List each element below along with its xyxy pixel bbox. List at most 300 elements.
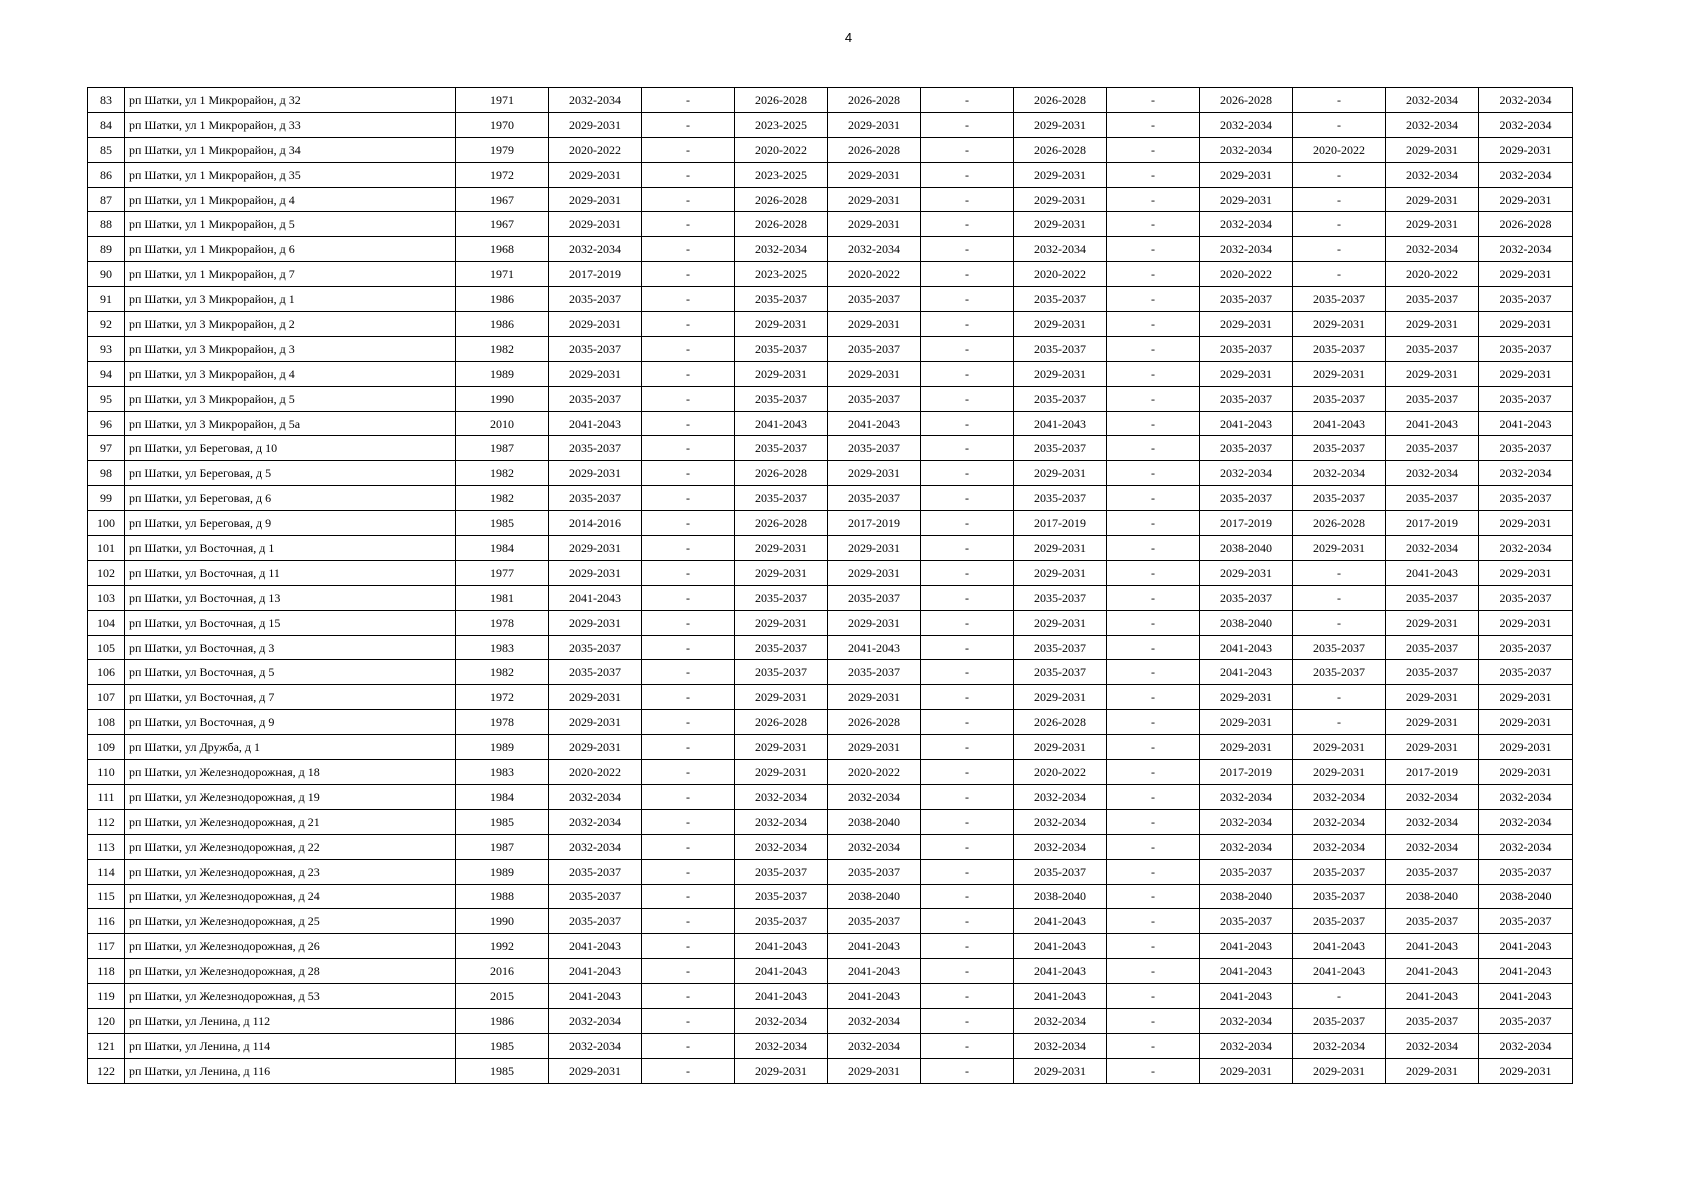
- cell-period-5: -: [921, 784, 1014, 809]
- cell-period-2: -: [642, 610, 735, 635]
- cell-period-10: 2035-2037: [1386, 585, 1479, 610]
- cell-build-year: 1985: [456, 511, 549, 536]
- cell-period-10: 2032-2034: [1386, 536, 1479, 561]
- cell-period-2: -: [642, 162, 735, 187]
- cell-period-1: 2029-2031: [549, 560, 642, 585]
- cell-period-4: 2035-2037: [828, 585, 921, 610]
- cell-period-6: 2029-2031: [1014, 1058, 1107, 1083]
- cell-period-2: -: [642, 909, 735, 934]
- cell-period-6: 2029-2031: [1014, 112, 1107, 137]
- cell-address: рп Шатки, ул Ленина, д 114: [125, 1033, 456, 1058]
- cell-period-2: -: [642, 884, 735, 909]
- cell-period-4: 2035-2037: [828, 660, 921, 685]
- table-row: [88, 386, 1573, 411]
- cell-period-4: 2032-2034: [828, 1033, 921, 1058]
- cell-period-2: -: [642, 237, 735, 262]
- table-row: [88, 685, 1573, 710]
- cell-build-year: 1967: [456, 187, 549, 212]
- cell-address: рп Шатки, ул 1 Микрорайон, д 5: [125, 212, 456, 237]
- cell-period-5: -: [921, 1058, 1014, 1083]
- cell-period-8: 2032-2034: [1200, 212, 1293, 237]
- cell-period-4: 2035-2037: [828, 486, 921, 511]
- cell-period-11: 2029-2031: [1479, 511, 1573, 536]
- cell-period-9: 2032-2034: [1293, 784, 1386, 809]
- cell-period-7: -: [1107, 685, 1200, 710]
- cell-period-7: -: [1107, 859, 1200, 884]
- cell-period-10: 2035-2037: [1386, 486, 1479, 511]
- cell-period-5: -: [921, 984, 1014, 1009]
- cell-period-7: -: [1107, 88, 1200, 113]
- cell-period-4: 2029-2031: [828, 1058, 921, 1083]
- cell-period-9: 2035-2037: [1293, 486, 1386, 511]
- cell-address: рп Шатки, ул Береговая, д 10: [125, 436, 456, 461]
- cell-period-6: 2029-2031: [1014, 461, 1107, 486]
- cell-period-8: 2029-2031: [1200, 162, 1293, 187]
- cell-build-year: 1977: [456, 560, 549, 585]
- cell-row-number: 100: [88, 511, 125, 536]
- cell-build-year: 1979: [456, 137, 549, 162]
- cell-address: рп Шатки, ул Железнодорожная, д 18: [125, 760, 456, 785]
- table-row: [88, 859, 1573, 884]
- cell-period-1: 2029-2031: [549, 162, 642, 187]
- cell-period-3: 2029-2031: [735, 560, 828, 585]
- cell-period-3: 2029-2031: [735, 610, 828, 635]
- cell-period-3: 2029-2031: [735, 361, 828, 386]
- cell-build-year: 1988: [456, 884, 549, 909]
- cell-period-5: -: [921, 386, 1014, 411]
- table-row: [88, 461, 1573, 486]
- cell-period-8: 2035-2037: [1200, 336, 1293, 361]
- cell-period-3: 2023-2025: [735, 112, 828, 137]
- cell-address: рп Шатки, ул 3 Микрорайон, д 1: [125, 287, 456, 312]
- cell-period-11: 2035-2037: [1479, 635, 1573, 660]
- cell-row-number: 121: [88, 1033, 125, 1058]
- cell-period-6: 2029-2031: [1014, 312, 1107, 337]
- cell-address: рп Шатки, ул Ленина, д 116: [125, 1058, 456, 1083]
- cell-period-9: 2029-2031: [1293, 361, 1386, 386]
- cell-period-6: 2035-2037: [1014, 660, 1107, 685]
- cell-period-10: 2029-2031: [1386, 187, 1479, 212]
- cell-period-3: 2029-2031: [735, 1058, 828, 1083]
- cell-build-year: 1985: [456, 1033, 549, 1058]
- cell-address: рп Шатки, ул 1 Микрорайон, д 33: [125, 112, 456, 137]
- cell-period-2: -: [642, 88, 735, 113]
- cell-period-10: 2032-2034: [1386, 1033, 1479, 1058]
- table-body: [88, 88, 1573, 1084]
- cell-period-7: -: [1107, 386, 1200, 411]
- cell-period-7: -: [1107, 909, 1200, 934]
- cell-address: рп Шатки, ул 1 Микрорайон, д 32: [125, 88, 456, 113]
- cell-period-9: 2041-2043: [1293, 411, 1386, 436]
- cell-period-3: 2026-2028: [735, 511, 828, 536]
- cell-period-6: 2029-2031: [1014, 212, 1107, 237]
- cell-period-8: 2029-2031: [1200, 560, 1293, 585]
- cell-period-10: 2029-2031: [1386, 137, 1479, 162]
- cell-period-11: 2041-2043: [1479, 984, 1573, 1009]
- cell-period-3: 2035-2037: [735, 635, 828, 660]
- table-row: [88, 336, 1573, 361]
- cell-period-5: -: [921, 859, 1014, 884]
- cell-period-3: 2029-2031: [735, 312, 828, 337]
- table-row: [88, 984, 1573, 1009]
- cell-period-1: 2032-2034: [549, 237, 642, 262]
- cell-period-9: 2029-2031: [1293, 735, 1386, 760]
- cell-period-9: 2032-2034: [1293, 834, 1386, 859]
- table-row: [88, 635, 1573, 660]
- cell-address: рп Шатки, ул 1 Микрорайон, д 35: [125, 162, 456, 187]
- cell-period-5: -: [921, 262, 1014, 287]
- cell-period-4: 2020-2022: [828, 760, 921, 785]
- cell-period-10: 2041-2043: [1386, 984, 1479, 1009]
- cell-period-6: 2041-2043: [1014, 411, 1107, 436]
- cell-address: рп Шатки, ул Железнодорожная, д 22: [125, 834, 456, 859]
- cell-period-9: -: [1293, 162, 1386, 187]
- cell-period-1: 2035-2037: [549, 436, 642, 461]
- cell-period-11: 2035-2037: [1479, 436, 1573, 461]
- cell-row-number: 105: [88, 635, 125, 660]
- cell-row-number: 113: [88, 834, 125, 859]
- cell-period-3: 2032-2034: [735, 1033, 828, 1058]
- table-row: [88, 809, 1573, 834]
- cell-build-year: 1982: [456, 461, 549, 486]
- cell-address: рп Шатки, ул Ленина, д 112: [125, 1008, 456, 1033]
- cell-period-2: -: [642, 287, 735, 312]
- cell-period-8: 2041-2043: [1200, 984, 1293, 1009]
- cell-period-10: 2029-2031: [1386, 1058, 1479, 1083]
- cell-period-1: 2032-2034: [549, 784, 642, 809]
- cell-period-4: 2029-2031: [828, 212, 921, 237]
- table-row: [88, 88, 1573, 113]
- cell-build-year: 1990: [456, 909, 549, 934]
- cell-build-year: 1978: [456, 710, 549, 735]
- cell-period-8: 2029-2031: [1200, 1058, 1293, 1083]
- cell-row-number: 97: [88, 436, 125, 461]
- cell-address: рп Шатки, ул Железнодорожная, д 28: [125, 959, 456, 984]
- cell-period-11: 2032-2034: [1479, 88, 1573, 113]
- cell-period-11: 2029-2031: [1479, 710, 1573, 735]
- cell-period-2: -: [642, 959, 735, 984]
- cell-period-9: 2035-2037: [1293, 859, 1386, 884]
- cell-period-7: -: [1107, 511, 1200, 536]
- cell-address: рп Шатки, ул Железнодорожная, д 23: [125, 859, 456, 884]
- cell-address: рп Шатки, ул Железнодорожная, д 19: [125, 784, 456, 809]
- cell-row-number: 104: [88, 610, 125, 635]
- cell-row-number: 91: [88, 287, 125, 312]
- cell-period-9: 2029-2031: [1293, 536, 1386, 561]
- cell-period-5: -: [921, 361, 1014, 386]
- cell-period-8: 2038-2040: [1200, 610, 1293, 635]
- cell-build-year: 1990: [456, 386, 549, 411]
- cell-address: рп Шатки, ул 1 Микрорайон, д 6: [125, 237, 456, 262]
- cell-period-1: 2029-2031: [549, 187, 642, 212]
- cell-period-1: 2035-2037: [549, 386, 642, 411]
- cell-period-7: -: [1107, 635, 1200, 660]
- cell-period-1: 2035-2037: [549, 884, 642, 909]
- cell-period-3: 2035-2037: [735, 436, 828, 461]
- cell-period-4: 2029-2031: [828, 685, 921, 710]
- cell-period-11: 2032-2034: [1479, 461, 1573, 486]
- cell-period-11: 2029-2031: [1479, 312, 1573, 337]
- table-row: [88, 735, 1573, 760]
- cell-row-number: 83: [88, 88, 125, 113]
- cell-period-2: -: [642, 934, 735, 959]
- cell-row-number: 117: [88, 934, 125, 959]
- cell-period-3: 2029-2031: [735, 760, 828, 785]
- cell-period-8: 2017-2019: [1200, 760, 1293, 785]
- page-number: 4: [844, 30, 853, 45]
- cell-period-8: 2017-2019: [1200, 511, 1293, 536]
- cell-period-1: 2041-2043: [549, 411, 642, 436]
- cell-period-11: 2029-2031: [1479, 262, 1573, 287]
- cell-period-7: -: [1107, 137, 1200, 162]
- cell-build-year: 1971: [456, 88, 549, 113]
- cell-period-6: 2029-2031: [1014, 610, 1107, 635]
- cell-period-10: 2035-2037: [1386, 660, 1479, 685]
- cell-period-6: 2041-2043: [1014, 934, 1107, 959]
- cell-period-4: 2035-2037: [828, 336, 921, 361]
- cell-address: рп Шатки, ул 1 Микрорайон, д 4: [125, 187, 456, 212]
- cell-period-5: -: [921, 486, 1014, 511]
- cell-period-9: 2041-2043: [1293, 934, 1386, 959]
- cell-period-8: 2035-2037: [1200, 859, 1293, 884]
- cell-period-9: 2032-2034: [1293, 809, 1386, 834]
- cell-period-4: 2041-2043: [828, 984, 921, 1009]
- cell-period-4: 2032-2034: [828, 784, 921, 809]
- cell-period-10: 2029-2031: [1386, 685, 1479, 710]
- cell-period-1: 2041-2043: [549, 585, 642, 610]
- cell-period-5: -: [921, 162, 1014, 187]
- cell-period-8: 2035-2037: [1200, 436, 1293, 461]
- cell-build-year: 1992: [456, 934, 549, 959]
- table-row: [88, 361, 1573, 386]
- cell-address: рп Шатки, ул Железнодорожная, д 24: [125, 884, 456, 909]
- cell-period-5: -: [921, 312, 1014, 337]
- cell-period-6: 2035-2037: [1014, 859, 1107, 884]
- cell-period-11: 2029-2031: [1479, 760, 1573, 785]
- cell-build-year: 2016: [456, 959, 549, 984]
- cell-period-8: 2032-2034: [1200, 784, 1293, 809]
- cell-period-4: 2041-2043: [828, 411, 921, 436]
- cell-period-1: 2017-2019: [549, 262, 642, 287]
- cell-period-10: 2029-2031: [1386, 710, 1479, 735]
- cell-period-2: -: [642, 411, 735, 436]
- table-row: [88, 262, 1573, 287]
- cell-period-11: 2035-2037: [1479, 336, 1573, 361]
- cell-period-11: 2038-2040: [1479, 884, 1573, 909]
- cell-period-11: 2035-2037: [1479, 660, 1573, 685]
- cell-build-year: 1983: [456, 635, 549, 660]
- cell-period-1: 2029-2031: [549, 212, 642, 237]
- cell-period-8: 2026-2028: [1200, 88, 1293, 113]
- cell-period-7: -: [1107, 436, 1200, 461]
- cell-period-2: -: [642, 436, 735, 461]
- cell-period-1: 2041-2043: [549, 934, 642, 959]
- cell-period-11: 2029-2031: [1479, 137, 1573, 162]
- cell-period-11: 2029-2031: [1479, 685, 1573, 710]
- cell-period-3: 2032-2034: [735, 834, 828, 859]
- cell-period-3: 2035-2037: [735, 884, 828, 909]
- cell-period-7: -: [1107, 287, 1200, 312]
- cell-period-4: 2038-2040: [828, 809, 921, 834]
- cell-row-number: 118: [88, 959, 125, 984]
- cell-build-year: 1984: [456, 784, 549, 809]
- cell-period-11: 2032-2034: [1479, 809, 1573, 834]
- cell-period-10: 2032-2034: [1386, 784, 1479, 809]
- cell-period-9: 2035-2037: [1293, 336, 1386, 361]
- cell-period-6: 2041-2043: [1014, 909, 1107, 934]
- cell-period-11: 2035-2037: [1479, 909, 1573, 934]
- cell-period-2: -: [642, 1058, 735, 1083]
- table-row: [88, 710, 1573, 735]
- cell-period-6: 2020-2022: [1014, 760, 1107, 785]
- cell-period-2: -: [642, 511, 735, 536]
- cell-period-4: 2032-2034: [828, 834, 921, 859]
- cell-period-1: 2029-2031: [549, 361, 642, 386]
- cell-period-4: 2026-2028: [828, 88, 921, 113]
- cell-row-number: 111: [88, 784, 125, 809]
- cell-address: рп Шатки, ул Восточная, д 5: [125, 660, 456, 685]
- cell-build-year: 1982: [456, 336, 549, 361]
- cell-period-2: -: [642, 784, 735, 809]
- cell-row-number: 102: [88, 560, 125, 585]
- cell-period-7: -: [1107, 237, 1200, 262]
- table-row: [88, 784, 1573, 809]
- cell-period-7: -: [1107, 984, 1200, 1009]
- cell-period-2: -: [642, 336, 735, 361]
- cell-period-6: 2041-2043: [1014, 959, 1107, 984]
- cell-period-3: 2035-2037: [735, 859, 828, 884]
- cell-period-1: 2020-2022: [549, 137, 642, 162]
- cell-period-11: 2032-2034: [1479, 536, 1573, 561]
- cell-period-2: -: [642, 660, 735, 685]
- cell-build-year: 1986: [456, 287, 549, 312]
- cell-period-8: 2041-2043: [1200, 411, 1293, 436]
- cell-period-1: 2041-2043: [549, 959, 642, 984]
- cell-period-1: 2029-2031: [549, 610, 642, 635]
- cell-period-9: 2035-2037: [1293, 909, 1386, 934]
- cell-period-10: 2041-2043: [1386, 560, 1479, 585]
- cell-address: рп Шатки, ул 3 Микрорайон, д 3: [125, 336, 456, 361]
- cell-period-8: 2041-2043: [1200, 635, 1293, 660]
- cell-period-3: 2032-2034: [735, 784, 828, 809]
- cell-row-number: 86: [88, 162, 125, 187]
- cell-period-8: 2032-2034: [1200, 237, 1293, 262]
- cell-address: рп Шатки, ул Железнодорожная, д 21: [125, 809, 456, 834]
- cell-period-4: 2029-2031: [828, 187, 921, 212]
- cell-period-6: 2041-2043: [1014, 984, 1107, 1009]
- cell-period-7: -: [1107, 784, 1200, 809]
- cell-period-5: -: [921, 461, 1014, 486]
- cell-build-year: 1971: [456, 262, 549, 287]
- cell-period-8: 2035-2037: [1200, 386, 1293, 411]
- cell-period-7: -: [1107, 361, 1200, 386]
- cell-period-10: 2032-2034: [1386, 461, 1479, 486]
- cell-period-3: 2035-2037: [735, 287, 828, 312]
- cell-period-8: 2035-2037: [1200, 585, 1293, 610]
- cell-period-5: -: [921, 287, 1014, 312]
- table-row: [88, 536, 1573, 561]
- cell-period-5: -: [921, 88, 1014, 113]
- cell-period-7: -: [1107, 735, 1200, 760]
- cell-period-8: 2029-2031: [1200, 735, 1293, 760]
- cell-period-6: 2032-2034: [1014, 237, 1107, 262]
- cell-period-1: 2032-2034: [549, 1033, 642, 1058]
- cell-period-5: -: [921, 884, 1014, 909]
- cell-period-4: 2029-2031: [828, 610, 921, 635]
- cell-row-number: 94: [88, 361, 125, 386]
- cell-period-3: 2029-2031: [735, 536, 828, 561]
- cell-period-9: 2041-2043: [1293, 959, 1386, 984]
- cell-period-4: 2038-2040: [828, 884, 921, 909]
- cell-address: рп Шатки, ул Береговая, д 9: [125, 511, 456, 536]
- cell-period-3: 2026-2028: [735, 187, 828, 212]
- cell-period-11: 2029-2031: [1479, 560, 1573, 585]
- cell-period-5: -: [921, 660, 1014, 685]
- table-row: [88, 1033, 1573, 1058]
- table-row: [88, 436, 1573, 461]
- table-row: [88, 411, 1573, 436]
- cell-row-number: 120: [88, 1008, 125, 1033]
- cell-address: рп Шатки, ул 3 Микрорайон, д 5: [125, 386, 456, 411]
- cell-period-3: 2032-2034: [735, 1008, 828, 1033]
- table-row: [88, 162, 1573, 187]
- cell-period-10: 2035-2037: [1386, 287, 1479, 312]
- cell-period-5: -: [921, 187, 1014, 212]
- cell-address: рп Шатки, ул Железнодорожная, д 25: [125, 909, 456, 934]
- cell-period-1: 2041-2043: [549, 984, 642, 1009]
- cell-period-9: 2035-2037: [1293, 386, 1386, 411]
- cell-period-10: 2035-2037: [1386, 859, 1479, 884]
- table-row: [88, 585, 1573, 610]
- table-row: [88, 137, 1573, 162]
- cell-period-6: 2029-2031: [1014, 187, 1107, 212]
- cell-period-6: 2017-2019: [1014, 511, 1107, 536]
- cell-build-year: 1978: [456, 610, 549, 635]
- cell-period-6: 2029-2031: [1014, 536, 1107, 561]
- cell-period-5: -: [921, 834, 1014, 859]
- cell-period-2: -: [642, 262, 735, 287]
- cell-period-11: 2032-2034: [1479, 834, 1573, 859]
- cell-address: рп Шатки, ул Береговая, д 6: [125, 486, 456, 511]
- cell-build-year: 1972: [456, 685, 549, 710]
- cell-build-year: 1985: [456, 809, 549, 834]
- cell-period-8: 2035-2037: [1200, 486, 1293, 511]
- cell-period-8: 2038-2040: [1200, 536, 1293, 561]
- cell-build-year: 1987: [456, 436, 549, 461]
- cell-period-4: 2032-2034: [828, 237, 921, 262]
- cell-period-6: 2035-2037: [1014, 386, 1107, 411]
- cell-period-8: 2041-2043: [1200, 959, 1293, 984]
- cell-period-11: 2026-2028: [1479, 212, 1573, 237]
- cell-row-number: 95: [88, 386, 125, 411]
- cell-period-7: -: [1107, 884, 1200, 909]
- cell-period-1: 2032-2034: [549, 1008, 642, 1033]
- cell-period-7: -: [1107, 212, 1200, 237]
- cell-build-year: 1970: [456, 112, 549, 137]
- cell-period-10: 2032-2034: [1386, 162, 1479, 187]
- cell-period-9: -: [1293, 187, 1386, 212]
- cell-period-4: 2041-2043: [828, 934, 921, 959]
- cell-period-4: 2041-2043: [828, 635, 921, 660]
- cell-period-8: 2032-2034: [1200, 1008, 1293, 1033]
- cell-address: рп Шатки, ул Восточная, д 1: [125, 536, 456, 561]
- cell-period-3: 2041-2043: [735, 934, 828, 959]
- cell-period-10: 2029-2031: [1386, 212, 1479, 237]
- cell-period-11: 2035-2037: [1479, 287, 1573, 312]
- cell-row-number: 101: [88, 536, 125, 561]
- cell-period-11: 2041-2043: [1479, 934, 1573, 959]
- cell-period-5: -: [921, 212, 1014, 237]
